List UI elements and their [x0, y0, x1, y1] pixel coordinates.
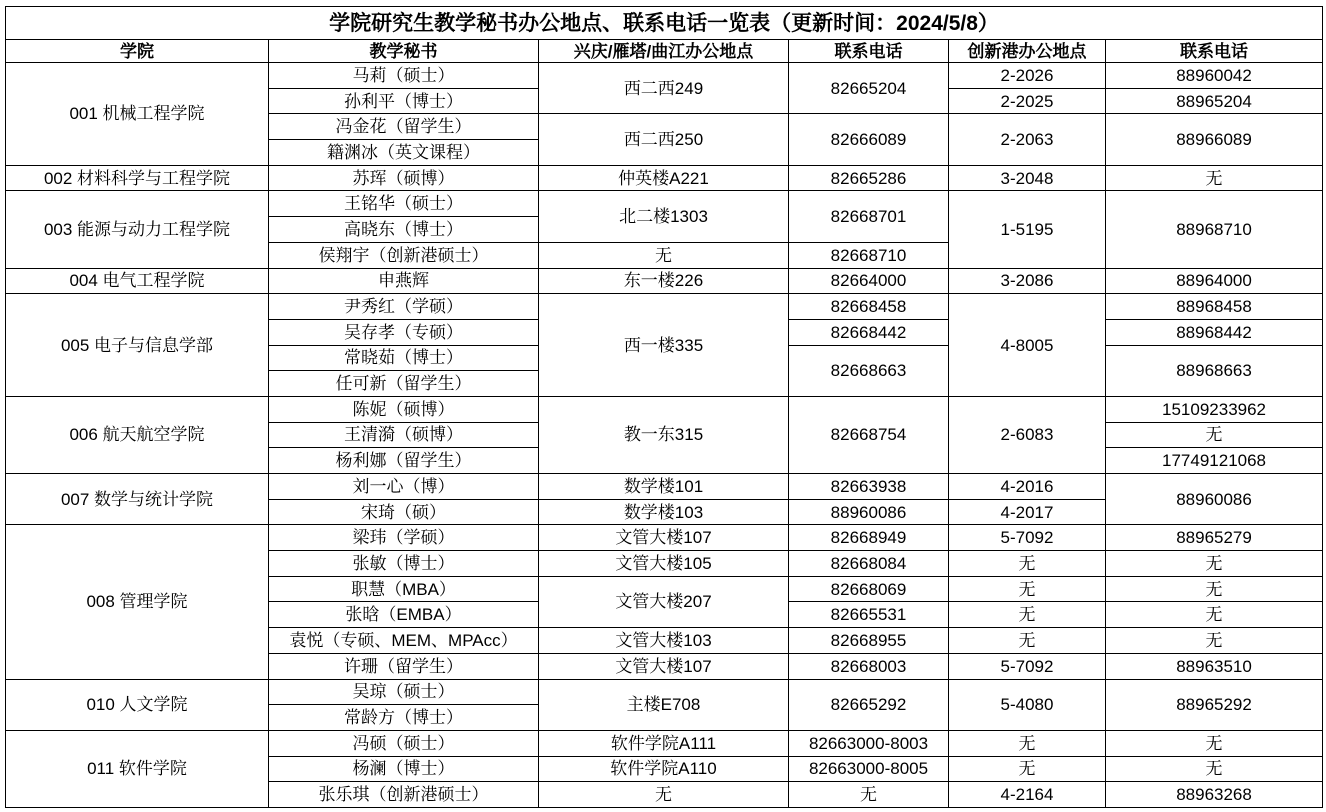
table-cell: 88963510 [1106, 653, 1323, 679]
table-cell: 西一楼335 [539, 294, 789, 397]
table-cell: 职慧（MBA） [269, 576, 539, 602]
table-cell: 5-4080 [949, 679, 1106, 730]
table-cell: 无 [539, 782, 789, 808]
table-cell: 82668458 [789, 294, 949, 320]
table-cell: 陈妮（硕博） [269, 396, 539, 422]
table-cell: 1-5195 [949, 191, 1106, 268]
table-cell: 88968458 [1106, 294, 1323, 320]
table-cell: 006 航天航空学院 [6, 396, 269, 473]
table-cell: 文管大楼103 [539, 628, 789, 654]
table-cell: 吴琼（硕士） [269, 679, 539, 705]
table-cell: 无 [949, 628, 1106, 654]
table-cell: 无 [1106, 165, 1323, 191]
table-cell: 82668084 [789, 551, 949, 577]
table-cell: 无 [539, 242, 789, 268]
header-office-innovation-harbour: 创新港办公地点 [949, 40, 1106, 63]
table-cell: 无 [1106, 628, 1323, 654]
table-cell: 苏珲（硕博） [269, 165, 539, 191]
table-cell: 2-2025 [949, 88, 1106, 114]
table-cell: 82668710 [789, 242, 949, 268]
table-cell: 无 [1106, 576, 1323, 602]
table-row [6, 268, 1323, 294]
table-row [6, 525, 1323, 551]
header-college: 学院 [6, 40, 269, 63]
header-row [6, 40, 1323, 63]
table-cell: 籍渊冰（英文课程） [269, 140, 539, 166]
table-cell: 侯翔宇（创新港硕士） [269, 242, 539, 268]
table-cell: 尹秀红（学硕） [269, 294, 539, 320]
table-cell: 3-2048 [949, 165, 1106, 191]
table-cell: 001 机械工程学院 [6, 63, 269, 166]
table-cell: 003 能源与动力工程学院 [6, 191, 269, 268]
table-cell: 申燕辉 [269, 268, 539, 294]
table-cell: 无 [1106, 730, 1323, 756]
table-cell: 82668955 [789, 628, 949, 654]
table-cell: 无 [949, 602, 1106, 628]
table-cell: 010 人文学院 [6, 679, 269, 730]
table-cell: 007 数学与统计学院 [6, 474, 269, 525]
table-cell: 005 电子与信息学部 [6, 294, 269, 397]
table-cell: 无 [1106, 551, 1323, 577]
table-cell: 杨利娜（留学生） [269, 448, 539, 474]
table-cell: 王清漪（硕博） [269, 422, 539, 448]
table-cell: 82668701 [789, 191, 949, 242]
table-cell: 袁悦（专硕、MEM、MPAcc） [269, 628, 539, 654]
table-row [6, 474, 1323, 500]
table-cell: 88964000 [1106, 268, 1323, 294]
table-cell: 软件学院A111 [539, 730, 789, 756]
table-cell: 张乐琪（创新港硕士） [269, 782, 539, 808]
table-cell: 张晗（EMBA） [269, 602, 539, 628]
table-cell: 冯硕（硕士） [269, 730, 539, 756]
table-row [6, 191, 1323, 217]
table-cell: 梁玮（学硕） [269, 525, 539, 551]
table-cell: 孙利平（博士） [269, 88, 539, 114]
table-cell: 王铭华（硕士） [269, 191, 539, 217]
table-cell: 高晓东（博士） [269, 217, 539, 243]
table-cell: 马莉（硕士） [269, 63, 539, 89]
table-cell: 82668949 [789, 525, 949, 551]
table-cell: 2-6083 [949, 396, 1106, 473]
table-title: 学院研究生教学秘书办公地点、联系电话一览表（更新时间：2024/5/8） [6, 7, 1323, 40]
table-cell: 88965292 [1106, 679, 1323, 730]
table-cell: 011 软件学院 [6, 730, 269, 807]
table-cell: 文管大楼105 [539, 551, 789, 577]
table-cell: 主楼E708 [539, 679, 789, 730]
table-cell: 82668003 [789, 653, 949, 679]
table-cell: 82663000-8005 [789, 756, 949, 782]
table-cell: 5-7092 [949, 653, 1106, 679]
table-cell: 82663938 [789, 474, 949, 500]
header-secretary: 教学秘书 [269, 40, 539, 63]
table-cell: 82665286 [789, 165, 949, 191]
table-cell: 82665531 [789, 602, 949, 628]
secretary-contact-table [5, 6, 1323, 808]
table-cell: 许珊（留学生） [269, 653, 539, 679]
header-phone-innovation-harbour: 联系电话 [1106, 40, 1323, 63]
table-cell: 无 [1106, 602, 1323, 628]
table-cell: 无 [949, 756, 1106, 782]
table-row [6, 63, 1323, 89]
table-cell: 任可新（留学生） [269, 371, 539, 397]
table-cell: 004 电气工程学院 [6, 268, 269, 294]
title-row [6, 7, 1323, 40]
table-cell: 张敏（博士） [269, 551, 539, 577]
table-cell: 杨澜（博士） [269, 756, 539, 782]
table-cell: 88960042 [1106, 63, 1323, 89]
table-cell: 数学楼103 [539, 499, 789, 525]
table-cell: 15109233962 [1106, 396, 1323, 422]
table-cell: 东一楼226 [539, 268, 789, 294]
table-cell: 无 [949, 730, 1106, 756]
table-cell: 17749121068 [1106, 448, 1323, 474]
table-row [6, 679, 1323, 705]
table-cell: 82666089 [789, 114, 949, 165]
table-cell: 4-2016 [949, 474, 1106, 500]
table-cell: 82668442 [789, 319, 949, 345]
table-cell: 82665292 [789, 679, 949, 730]
table-cell: 4-8005 [949, 294, 1106, 397]
table-cell: 82668069 [789, 576, 949, 602]
table-cell: 88965279 [1106, 525, 1323, 551]
table-cell: 文管大楼207 [539, 576, 789, 627]
table-cell: 2-2026 [949, 63, 1106, 89]
table-cell: 刘一心（博） [269, 474, 539, 500]
header-office-main-campus: 兴庆/雁塔/曲江办公地点 [539, 40, 789, 63]
table-cell: 数学楼101 [539, 474, 789, 500]
table-cell: 82665204 [789, 63, 949, 114]
table-cell: 无 [1106, 756, 1323, 782]
table-cell: 无 [789, 782, 949, 808]
table-cell: 教一东315 [539, 396, 789, 473]
table-cell: 文管大楼107 [539, 653, 789, 679]
table-cell: 西二西250 [539, 114, 789, 165]
table-cell: 88965204 [1106, 88, 1323, 114]
table-cell: 008 管理学院 [6, 525, 269, 679]
table-cell: 88966089 [1106, 114, 1323, 165]
table-cell: 82663000-8003 [789, 730, 949, 756]
table-cell: 88968663 [1106, 345, 1323, 396]
table-cell: 无 [1106, 422, 1323, 448]
table-cell: 西二西249 [539, 63, 789, 114]
table-cell: 5-7092 [949, 525, 1106, 551]
table-cell: 4-2017 [949, 499, 1106, 525]
table-cell: 文管大楼107 [539, 525, 789, 551]
table-cell: 仲英楼A221 [539, 165, 789, 191]
table-row [6, 294, 1323, 320]
table-cell: 82668663 [789, 345, 949, 396]
table-cell: 82668754 [789, 396, 949, 473]
table-cell: 北二楼1303 [539, 191, 789, 242]
header-phone-main-campus: 联系电话 [789, 40, 949, 63]
table-cell: 吴存孝（专硕） [269, 319, 539, 345]
table-cell: 88960086 [1106, 474, 1323, 525]
table-cell: 3-2086 [949, 268, 1106, 294]
table-cell: 82664000 [789, 268, 949, 294]
table-cell: 无 [949, 551, 1106, 577]
table-cell: 常晓茹（博士） [269, 345, 539, 371]
table-body [6, 7, 1323, 808]
table-row [6, 396, 1323, 422]
table-cell: 2-2063 [949, 114, 1106, 165]
table-row [6, 730, 1323, 756]
table-cell: 88963268 [1106, 782, 1323, 808]
table-cell: 冯金花（留学生） [269, 114, 539, 140]
table-cell: 88960086 [789, 499, 949, 525]
table-cell: 宋琦（硕） [269, 499, 539, 525]
table-cell: 常龄方（博士） [269, 705, 539, 731]
table-cell: 软件学院A110 [539, 756, 789, 782]
table-row [6, 165, 1323, 191]
table-cell: 88968710 [1106, 191, 1323, 268]
table-cell: 88968442 [1106, 319, 1323, 345]
table-cell: 无 [949, 576, 1106, 602]
table-cell: 002 材料科学与工程学院 [6, 165, 269, 191]
table-cell: 4-2164 [949, 782, 1106, 808]
